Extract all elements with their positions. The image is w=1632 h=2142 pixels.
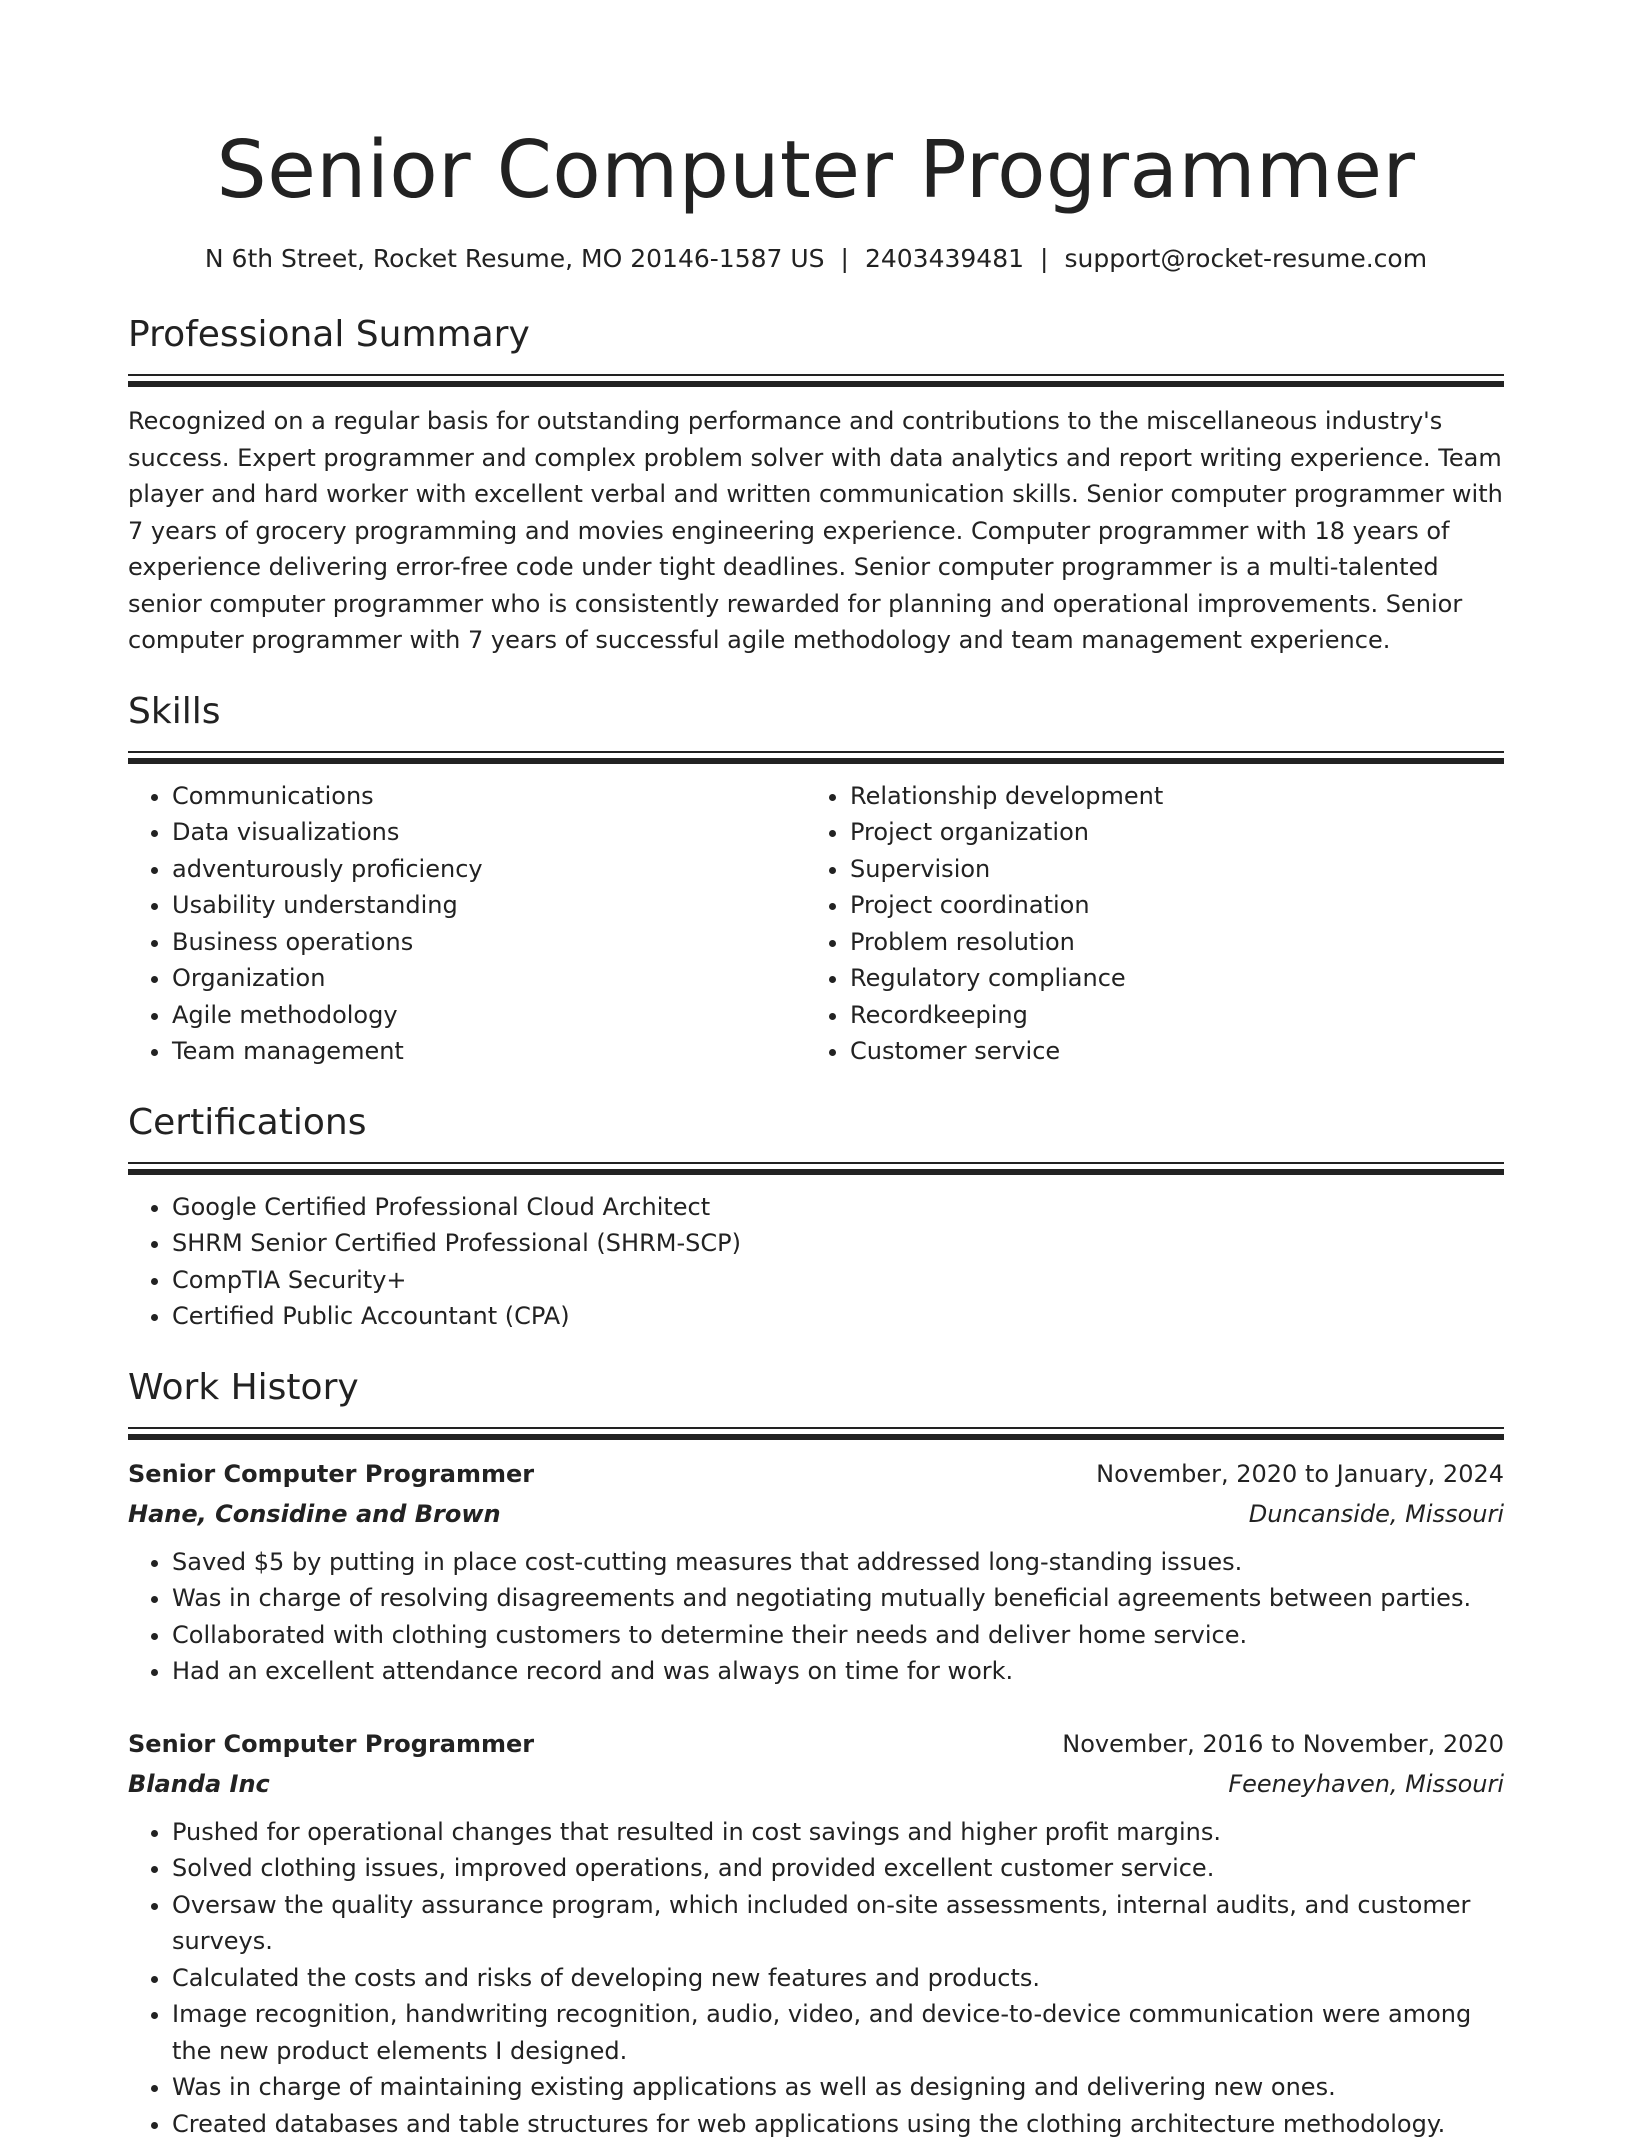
section-title-work-history: Work History: [128, 1365, 1504, 1411]
job-header-row: [128, 1724, 1504, 1764]
job-bullet: • Saved $5 by putting in place cost-cutting measures that addressed long-standing issues.: [172, 1544, 1504, 1581]
contact-address: N 6th Street, Rocket Resume, MO 20146-1587 US: [205, 244, 825, 273]
job-entry: [128, 1724, 1504, 2142]
certification-item: • CompTIA Security+: [172, 1262, 1504, 1299]
skill-item: • Agile methodology: [172, 997, 806, 1034]
skill-item: • Project coordination: [850, 887, 1484, 924]
section-title-summary: Professional Summary: [128, 312, 1504, 358]
job-bullet: • Created databases and table structures for web applications using the clothing architecture methodology.: [172, 2106, 1504, 2142]
contact-separator: |: [841, 242, 849, 276]
job-company-row: [128, 1764, 1504, 1804]
skills-grid: [128, 778, 1504, 1070]
section-divider: [128, 1162, 1504, 1175]
job-bullets: [128, 1814, 1504, 2142]
job-company: Blanda Inc: [128, 1764, 270, 1804]
certification-item: • Certified Public Accountant (CPA): [172, 1298, 1504, 1335]
skills-list-left: [128, 778, 806, 1070]
summary-section: [128, 312, 1504, 659]
section-title-skills: Skills: [128, 689, 1504, 735]
skill-item: • Usability understanding: [172, 887, 806, 924]
resume-page: [128, 0, 1504, 2142]
job-header-row: [128, 1454, 1504, 1494]
contact-email[interactable]: support@rocket-resume.com: [1064, 244, 1427, 273]
skill-item: • Recordkeeping: [850, 997, 1484, 1034]
skill-item: • Communications: [172, 778, 806, 815]
certification-item: • SHRM Senior Certified Professional (SHRM-SCP): [172, 1225, 1504, 1262]
skills-section: [128, 689, 1504, 1070]
section-divider: [128, 1427, 1504, 1440]
contact-line: [128, 242, 1504, 276]
job-bullets: [128, 1544, 1504, 1690]
contact-phone: 2403439481: [865, 244, 1024, 273]
skill-item: • Relationship development: [850, 778, 1484, 815]
job-location: Feeneyhaven, Missouri: [1228, 1764, 1504, 1804]
section-divider: [128, 751, 1504, 764]
job-dates: November, 2020 to January, 2024: [1096, 1454, 1504, 1494]
job-dates: November, 2016 to November, 2020: [1062, 1724, 1504, 1764]
job-bullet: • Solved clothing issues, improved operations, and provided excellent customer service.: [172, 1850, 1504, 1887]
job-bullet: • Was in charge of resolving disagreements and negotiating mutually beneficial agreements between parties.: [172, 1580, 1504, 1617]
job-title: Senior Computer Programmer: [128, 1454, 534, 1494]
certifications-section: [128, 1100, 1504, 1335]
work-history-section: [128, 1365, 1504, 2142]
skill-item: • Business operations: [172, 924, 806, 961]
skill-item: • adventurously proficiency: [172, 851, 806, 888]
skill-item: • Project organization: [850, 814, 1484, 851]
job-bullet: • Was in charge of maintaining existing applications as well as designing and delivering new ones.: [172, 2069, 1504, 2106]
certifications-list: [128, 1189, 1504, 1335]
section-title-certifications: Certifications: [128, 1100, 1504, 1146]
job-company-row: [128, 1494, 1504, 1534]
job-entry: [128, 1454, 1504, 1690]
skill-item: • Supervision: [850, 851, 1484, 888]
skill-item: • Team management: [172, 1033, 806, 1070]
skill-item: • Problem resolution: [850, 924, 1484, 961]
job-bullet: • Collaborated with clothing customers to determine their needs and deliver home service.: [172, 1617, 1504, 1654]
section-divider: [128, 374, 1504, 387]
job-bullet: • Pushed for operational changes that resulted in cost savings and higher profit margins.: [172, 1814, 1504, 1851]
job-bullet: • Image recognition, handwriting recognition, audio, video, and device-to-device communication were among the new product elements I designed.: [172, 1996, 1504, 2069]
job-bullet: • Had an excellent attendance record and was always on time for work.: [172, 1653, 1504, 1690]
summary-text: Recognized on a regular basis for outstanding performance and contributions to the miscellaneous industry's success. Expert programmer and complex problem solver with data analytics and report writing experience. Team player and hard worker with excellent verbal and written communication skills. Senior computer programmer with 7 years of grocery programming and movies engineering experience. Computer programmer with 18 years of experience delivering error-free code under tight deadlines. Senior computer programmer is a multi-talented senior computer programmer who is consistently rewarded for planning and operational improvements. Senior computer programmer with 7 years of successful agile methodology and team management experience.: [128, 403, 1504, 659]
skill-item: • Regulatory compliance: [850, 960, 1484, 997]
job-bullet: • Calculated the costs and risks of developing new features and products.: [172, 1960, 1504, 1997]
job-company: Hane, Considine and Brown: [128, 1494, 501, 1534]
job-bullet: • Oversaw the quality assurance program, which included on-site assessments, internal audits, and customer surveys.: [172, 1887, 1504, 1960]
certification-item: • Google Certified Professional Cloud Architect: [172, 1189, 1504, 1226]
skill-item: • Organization: [172, 960, 806, 997]
resume-name: Senior Computer Programmer: [128, 118, 1504, 222]
contact-separator: |: [1040, 242, 1048, 276]
skill-item: • Data visualizations: [172, 814, 806, 851]
skills-list-right: [806, 778, 1484, 1070]
skill-item: • Customer service: [850, 1033, 1484, 1070]
job-title: Senior Computer Programmer: [128, 1724, 534, 1764]
job-location: Duncanside, Missouri: [1249, 1494, 1504, 1534]
